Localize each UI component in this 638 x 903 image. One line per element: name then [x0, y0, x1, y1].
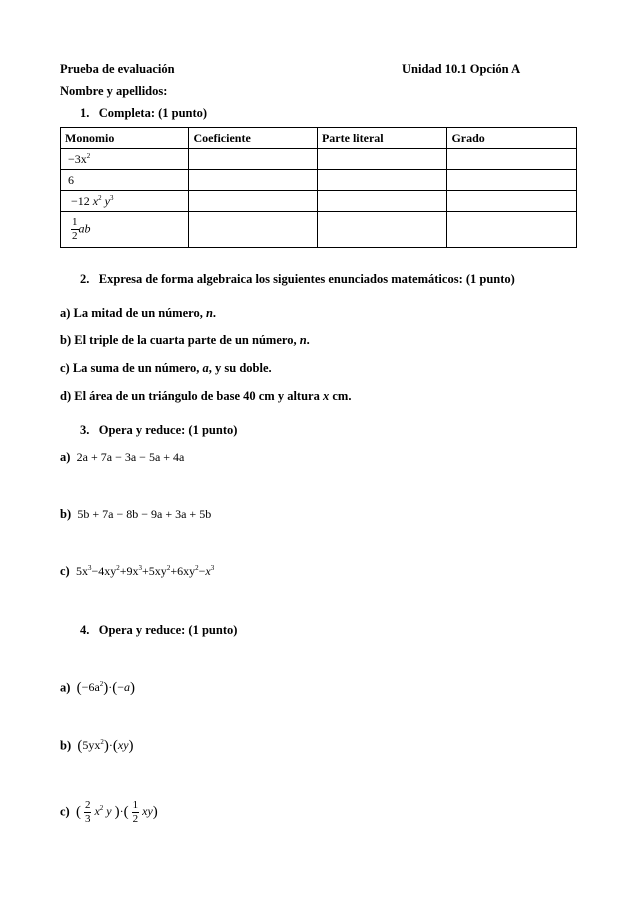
- q2-number: 2.: [80, 272, 90, 286]
- table-row: [61, 191, 577, 212]
- q3-number: 3.: [80, 423, 90, 437]
- q3-item-b: b) 5b + 7a − 8b − 9a + 3a + 5b: [60, 507, 212, 521]
- answer-cell[interactable]: [447, 170, 577, 191]
- answer-cell[interactable]: [317, 191, 447, 212]
- q3-b-expression: 5b + 7a − 8b − 9a + 3a + 5b: [77, 507, 212, 521]
- table-row: [61, 212, 577, 248]
- monomial-cell: $-3x^2$: [61, 149, 189, 170]
- q4-b-expression: $(5yx^2)\cdot(xy)$: [77, 738, 134, 754]
- answer-cell[interactable]: [189, 149, 317, 170]
- q3-title: Opera y reduce: (1 punto): [98, 423, 238, 437]
- q1-number: 1.: [80, 106, 90, 120]
- answer-cell[interactable]: [447, 149, 577, 170]
- answer-cell[interactable]: [189, 191, 317, 212]
- answer-cell[interactable]: [189, 170, 317, 191]
- name-label: Nombre y apellidos:: [60, 84, 168, 98]
- q3-a-expression: 2a + 7a − 3a − 5a + 4a: [76, 450, 185, 464]
- q2-item-c: c) La suma de un número, a, y su doble.: [60, 361, 272, 375]
- answer-cell[interactable]: [447, 212, 577, 248]
- q3-c-expression: $5x^3-4xy^2+9x^3+5xy^2+6xy^2-x^3$: [75, 564, 215, 578]
- q4-title: Opera y reduce: (1 punto): [98, 623, 238, 637]
- q2-title: Expresa de forma algebraica los siguientes enunciados matemáticos: (1 punto): [98, 272, 515, 286]
- q4-item-c: c) ( $\frac{2}{3}$ $x^2$ y )·( $\frac{1}{2}$ xy): [60, 799, 158, 825]
- monomial-cell: $\frac{1}{2}$ ab: [61, 212, 189, 248]
- table-row: [61, 149, 577, 170]
- answer-cell[interactable]: [317, 149, 447, 170]
- q3-heading: [80, 423, 237, 438]
- q4-a-expression: $(-6a^2)\cdot(-a)$: [76, 680, 136, 696]
- col-parte-literal: Parte literal: [317, 128, 447, 149]
- q4-number: 4.: [80, 623, 90, 637]
- col-coeficiente: Coeficiente: [189, 128, 317, 149]
- q2-heading: [80, 272, 515, 287]
- unit-label: Unidad 10.1 Opción A: [402, 62, 521, 76]
- q3-item-c: c) $5x^3-4xy^2+9x^3+5xy^2+6xy^2-x^3$: [60, 564, 215, 578]
- q4-heading: [80, 623, 237, 638]
- q2-item-d: d) El área de un triángulo de base 40 cm y altura x cm.: [60, 389, 352, 403]
- q4-item-a: a) $(-6a^2)\cdot(-a)$: [60, 680, 136, 696]
- monomial-cell: −12 $x^2$ $y^3$: [61, 191, 189, 212]
- q2-item-a: a) La mitad de un número, n.: [60, 306, 217, 320]
- exam-title: Prueba de evaluación: [60, 62, 175, 76]
- q1-heading: [80, 106, 207, 121]
- col-grado: Grado: [447, 128, 577, 149]
- q1-title: Completa: (1 punto): [98, 106, 208, 120]
- answer-cell[interactable]: [317, 170, 447, 191]
- q4-c-expression: ( $\frac{2}{3}$ $x^2$ y )·( $\frac{1}{2}$ xy): [75, 799, 158, 825]
- q4-item-b: b) $(5yx^2)\cdot(xy)$: [60, 738, 134, 754]
- answer-cell[interactable]: [447, 191, 577, 212]
- table-row: [61, 170, 577, 191]
- q3-item-a: a) 2a + 7a − 3a − 5a + 4a: [60, 450, 185, 464]
- answer-cell[interactable]: [189, 212, 317, 248]
- col-monomio: Monomio: [61, 128, 189, 149]
- monomial-cell: 6: [61, 170, 189, 191]
- q2-item-b: b) El triple de la cuarta parte de un número, n.: [60, 333, 310, 347]
- answer-cell[interactable]: [317, 212, 447, 248]
- monomial-table: [60, 127, 577, 248]
